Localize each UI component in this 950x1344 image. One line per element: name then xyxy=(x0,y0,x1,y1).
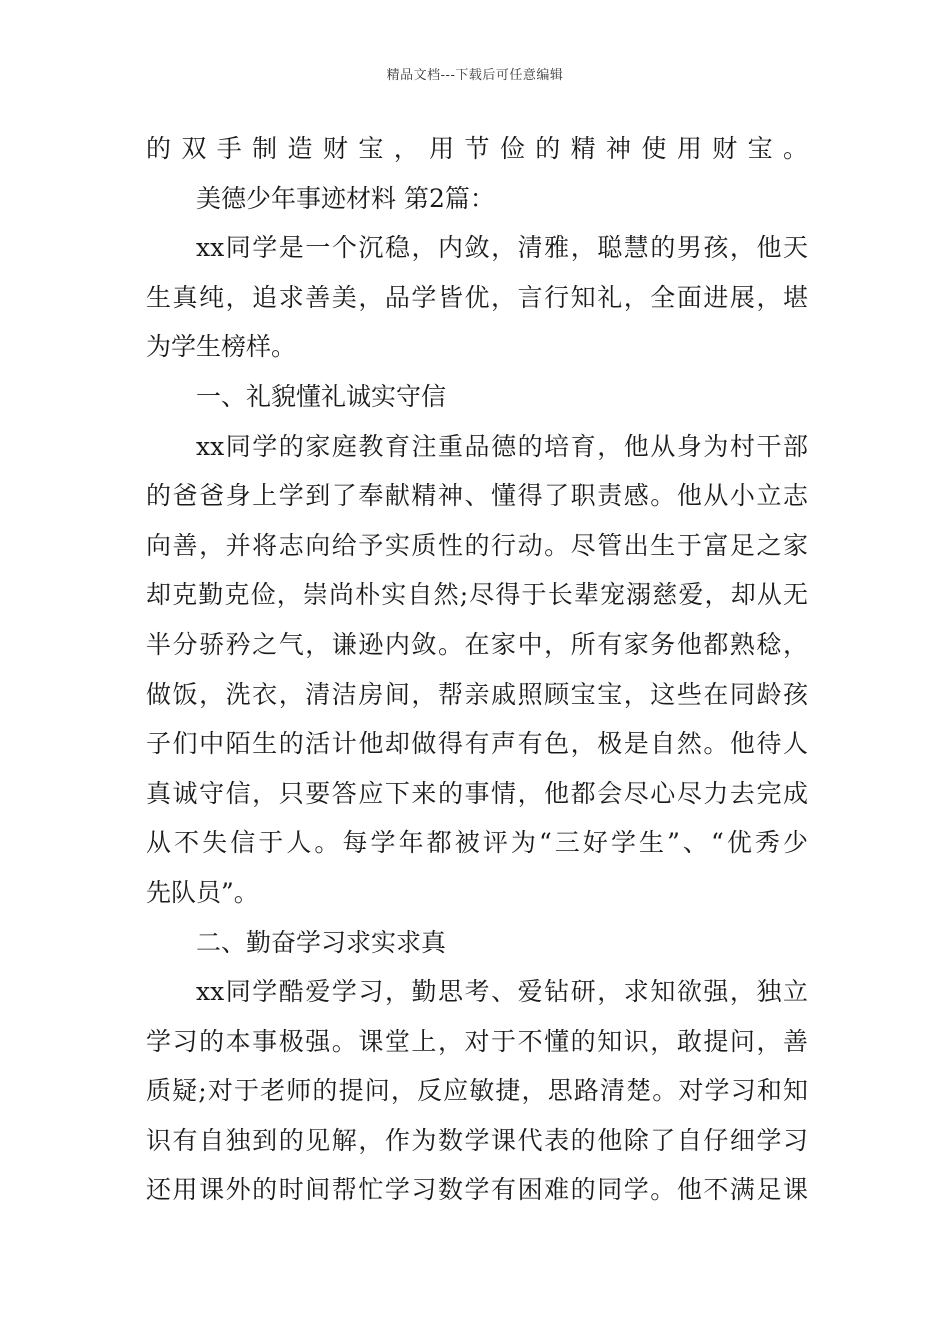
text-line: 的双手制造财宝，用节俭的精神使用财宝。 xyxy=(146,134,808,163)
text-line: 却克勤克俭，崇尚朴实自然;尽得于长辈宠溺慈爱，却从无 xyxy=(146,580,808,610)
text-line: 从不失信于人。每学年都被评为“三好学生”、“优秀少 xyxy=(146,828,808,858)
text-line: 为学生榜样。 xyxy=(146,332,297,362)
text-line: xx同学的家庭教育注重品德的培育，他从身为村干部 xyxy=(196,431,808,461)
section-heading: 二、勤奋学习求实求真 xyxy=(196,927,447,957)
text-line: 质疑;对于老师的提问，反应敏捷，思路清楚。对学习和知 xyxy=(146,1076,808,1106)
text-line: 识有自独到的见解，作为数学课代表的他除了自仔细学习 xyxy=(146,1125,808,1155)
text-line: 做饭，洗衣，清洁房间，帮亲戚照顾宝宝，这些在同龄孩 xyxy=(146,679,808,709)
text-line: 学习的本事极强。课堂上，对于不懂的知识，敢提问，善 xyxy=(146,1026,808,1056)
document-body xyxy=(146,124,808,1215)
text-line: xx同学酷爱学习，勤思考、爱钻研，求知欲强，独立 xyxy=(196,977,808,1007)
text-line: 子们中陌生的活计他却做得有声有色，极是自然。他待人 xyxy=(146,729,808,759)
text-line: 生真纯，追求善美，品学皆优，言行知礼，全面进展，堪 xyxy=(146,282,808,312)
section-heading: 一、礼貌懂礼诚实守信 xyxy=(196,381,447,411)
text-line: 还用课外的时间帮忙学习数学有困难的同学。他不满足课 xyxy=(146,1175,808,1205)
text-line: xx同学是一个沉稳，内敛，清雅，聪慧的男孩，他天 xyxy=(196,233,808,263)
text-line: 先队员”。 xyxy=(146,877,259,907)
text-line: 向善，并将志向给予实质性的行动。尽管出生于富足之家 xyxy=(146,530,808,560)
text-line: 真诚守信，只要答应下来的事情，他都会尽心尽力去完成 xyxy=(146,778,808,808)
text-line: 的爸爸身上学到了奉献精神、懂得了职责感。他从小立志 xyxy=(146,481,808,511)
text-line: 半分骄矜之气，谦逊内敛。在家中，所有家务他都熟稔， xyxy=(146,629,808,659)
section-title: 美德少年事迹材料 第2篇： xyxy=(196,183,495,213)
page-header: 精品文档---下载后可任意编辑 xyxy=(386,68,564,83)
